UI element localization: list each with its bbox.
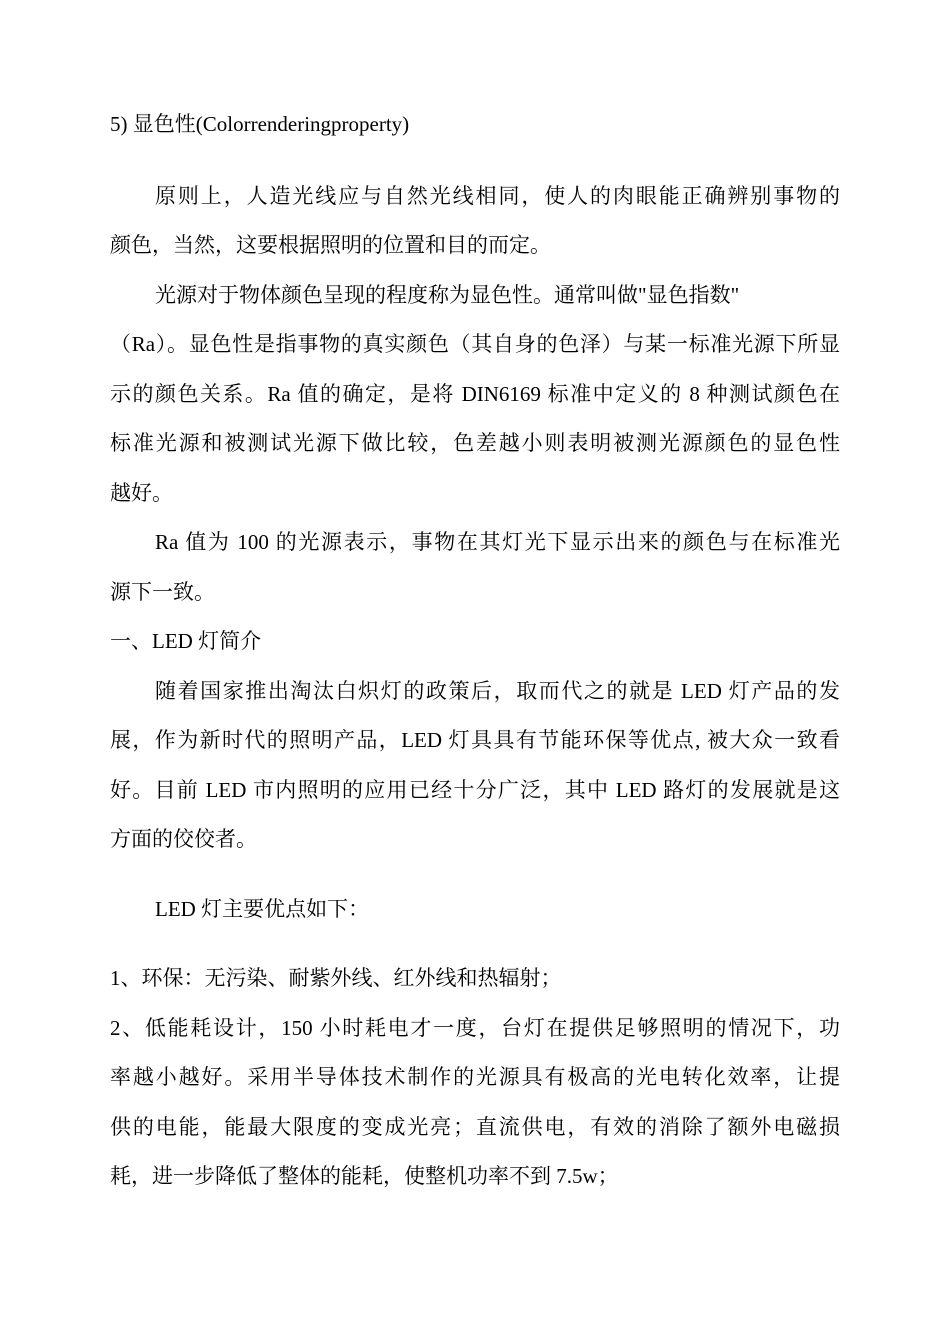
advantages-intro: LED 灯主要优点如下： bbox=[155, 896, 370, 921]
paragraph-line: （Ra）。显色性是指事物的真实颜色（其自身的色泽）与某一标准光源下所显 bbox=[110, 332, 840, 356]
paragraph-ra-100 bbox=[110, 518, 840, 617]
paragraph-principle bbox=[110, 172, 840, 271]
paragraph-color-rendering-definition bbox=[110, 271, 840, 519]
paragraph-line: 光源对于物体颜色呈现的程度称为显色性。通常叫做"显色指数" bbox=[155, 282, 740, 307]
section-heading-led-intro: 一、LED 灯简介 bbox=[110, 629, 262, 653]
paragraph-line: 标准光源和被测试光源下做比较，色差越小则表明被测光源颜色的显色性 bbox=[110, 431, 840, 455]
paragraph-line: 供的电能，能最大限度的变成光亮；直流供电，有效的消除了额外电磁损 bbox=[110, 1114, 840, 1139]
document-page bbox=[110, 100, 840, 1202]
paragraph-led-development bbox=[110, 667, 840, 865]
paragraph-line: 示的颜色关系。Ra 值的确定，是将 DIN6169 标准中定义的 8 种测试颜色在 bbox=[110, 381, 840, 406]
paragraph-line: 随着国家推出淘汰白炽灯的政策后，取而代之的就是 LED 灯产品的发 bbox=[155, 678, 840, 703]
paragraph-line: 耗，进一步降低了整体的能耗，使整机功率不到 7.5w； bbox=[110, 1164, 619, 1188]
paragraph-line: 颜色，当然，这要根据照明的位置和目的而定。 bbox=[110, 233, 551, 257]
paragraph-line: 率越小越好。采用半导体技术制作的光源具有极高的光电转化效率，让提 bbox=[110, 1065, 840, 1089]
paragraph-line: 好。目前 LED 市内照明的应用已经十分广泛，其中 LED 路灯的发展就是这 bbox=[110, 777, 840, 802]
list-item-low-energy bbox=[110, 1004, 840, 1202]
paragraph-line: 越好。 bbox=[110, 480, 173, 505]
paragraph-line: 2、低能耗设计，150 小时耗电才一度，台灯在提供足够照明的情况下，功 bbox=[110, 1015, 840, 1040]
paragraph-line: 方面的佼佼者。 bbox=[110, 827, 257, 851]
spacer bbox=[110, 865, 840, 885]
paragraph-line: 展，作为新时代的照明产品，LED 灯具具有节能环保等优点, 被大众一致看 bbox=[110, 728, 840, 752]
paragraph-line: 原则上，人造光线应与自然光线相同，使人的肉眼能正确辨别事物的 bbox=[155, 183, 840, 208]
list-item-environmental: 1、环保：无污染、耐紫外线、红外线和热辐射； bbox=[110, 966, 562, 990]
section-heading-color-rendering: 5) 显色性(Colorrenderingproperty) bbox=[110, 112, 410, 136]
paragraph-line: 源下一致。 bbox=[110, 579, 215, 604]
spacer bbox=[110, 934, 840, 954]
spacer bbox=[110, 150, 840, 172]
paragraph-line: Ra 值为 100 的光源表示，事物在其灯光下显示出来的颜色与在标准光 bbox=[155, 530, 840, 554]
